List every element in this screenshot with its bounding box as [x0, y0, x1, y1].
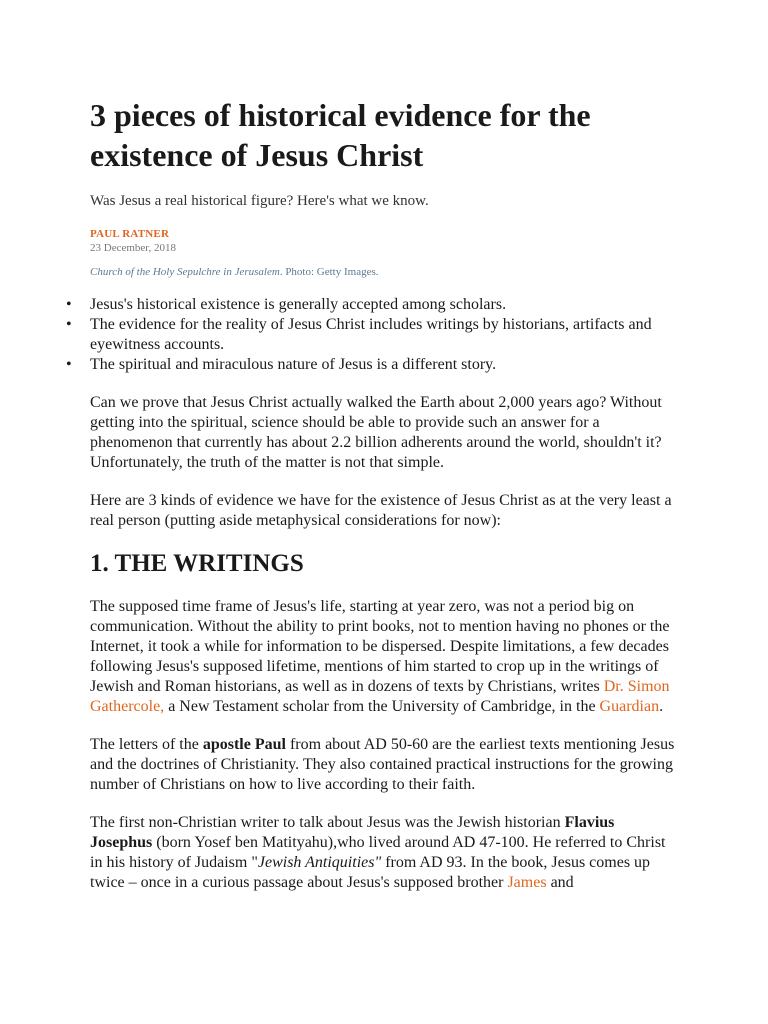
james-link[interactable]: James [507, 874, 547, 891]
publish-date: 23 December, 2018 [90, 242, 177, 254]
bullet-text: Jesus's historical existence is generally accepted among scholars. [90, 296, 507, 313]
intro-paragraph: Can we prove that Jesus Christ actually walked the Earth about 2,000 years ago? Without getting into the spiritual, science should be able to provide such an answer for a phenomenon that currently has about 2.2 billion adherents around the world, shouldn't it? Unfortunately, the truth of the matter is not that simple. [90, 394, 662, 471]
josephus-bold: Flavius Josephus [90, 814, 615, 851]
section-heading-writings: 1. THE WRITINGS [90, 550, 304, 577]
list-item [66, 315, 678, 355]
evidence-intro-paragraph: Here are 3 kinds of evidence we have for the existence of Jesus Christ as at the very least a real person (putting aside metaphysical considerations for now): [90, 492, 672, 529]
bullet-icon: • [66, 296, 72, 313]
josephus-paragraph [90, 813, 678, 893]
writings-text-c: . [659, 698, 664, 715]
josephus-text-a: The first non-Christian writer to talk about Jesus was the Jewish historian [90, 814, 565, 831]
writings-text-b: a New Testament scholar from the University of Cambridge, in the [164, 698, 600, 715]
josephus-text-b: (born Yosef ben Matityahu),who lived around AD 47-100. He referred to Christ in his history of Judaism " [90, 834, 666, 871]
gathercole-link[interactable]: Dr. Simon Gathercole, [90, 678, 670, 715]
bullet-icon: • [66, 356, 72, 373]
antiquities-italic: Jewish Antiquities" [257, 854, 382, 871]
bullet-icon: • [66, 316, 72, 333]
article-title: 3 pieces of historical evidence for the existence of Jesus Christ [90, 97, 591, 173]
list-item [66, 355, 678, 375]
writings-text-a: The supposed time frame of Jesus's life, starting at year zero, was not a period big on communication. Without the ability to print books, not to mention having no phones or the Internet, it took a while for information to be dispersed. Despite limitations, a few decades following Jesus's supposed lifetime, mentions of him started to crop up in the writings of Jewish and Roman historians, as well as in dozens of texts by Christians, writes [90, 598, 670, 695]
key-points-list [66, 295, 678, 375]
article-subtitle: Was Jesus a real historical figure? Here's what we know. [90, 193, 429, 209]
josephus-text-c: from AD 93. In the book, Jesus comes up twice – once in a curious passage about Jesus's supposed brother [90, 854, 651, 891]
paul-text-b: from about AD 50-60 are the earliest texts mentioning Jesus and the doctrines of Christianity. They also contained practical instructions for the growing number of Christians on how to live according to their faith. [90, 736, 675, 793]
caption-italic: Church of the Holy Sepulchre in Jerusalem [90, 266, 280, 278]
guardian-link[interactable]: Guardian [599, 698, 660, 715]
author-byline[interactable]: PAUL RATNER [90, 228, 170, 240]
photo-caption [90, 265, 678, 279]
caption-credit: . Photo: Getty Images. [279, 266, 379, 278]
list-item [66, 295, 678, 315]
paul-paragraph [90, 735, 678, 795]
paul-bold: apostle Paul [202, 736, 286, 753]
bullet-text: The evidence for the reality of Jesus Christ includes writings by historians, artifacts and eyewitness accounts. [90, 316, 652, 353]
paul-text-a: The letters of the [90, 736, 203, 753]
bullet-text: The spiritual and miraculous nature of Jesus is a different story. [90, 356, 497, 373]
josephus-text-d: and [546, 874, 574, 891]
writings-paragraph [90, 597, 678, 717]
